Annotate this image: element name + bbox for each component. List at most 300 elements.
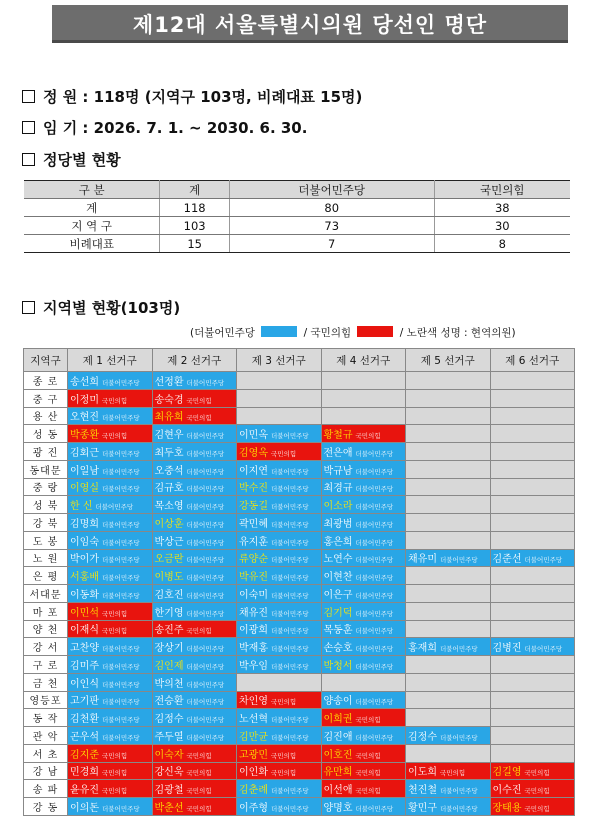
winner-party: 더불어민주당	[101, 449, 140, 458]
winner-cell	[68, 585, 153, 603]
winner-cell	[152, 709, 237, 727]
table-row	[24, 514, 575, 532]
winner-party: 더불어민주당	[270, 556, 309, 565]
checkbox-icon	[22, 301, 35, 314]
winner-cell	[237, 567, 322, 585]
winner-cell	[237, 585, 322, 603]
winner-name: 이지연	[239, 465, 268, 477]
winner-name: 박유진	[239, 572, 268, 584]
winner-cell	[68, 514, 153, 532]
table-row	[24, 460, 575, 478]
winner-name: 오중석	[154, 465, 184, 477]
district-name: 중 랑	[24, 478, 68, 496]
winner-cell	[68, 780, 153, 798]
district-name: 강 서	[24, 638, 68, 656]
winner-party: 더불어민주당	[270, 733, 309, 742]
winner-name: 김진애	[323, 731, 353, 743]
winner-name: 전승환	[154, 696, 184, 708]
winner-name: 박이가	[70, 554, 99, 566]
table-cell: 38	[434, 199, 570, 217]
winner-party: 국민의힘	[186, 627, 212, 636]
table-cell: 계	[24, 199, 160, 217]
winner-cell	[321, 709, 406, 727]
winner-cell	[68, 691, 153, 709]
district-name: 강 동	[24, 798, 68, 816]
winner-party: 더불어민주당	[355, 645, 394, 654]
winner-party: 더불어민주당	[355, 591, 394, 600]
winner-name: 김춘례	[239, 785, 268, 797]
winner-party: 더불어민주당	[355, 609, 394, 618]
empty-cell	[406, 514, 491, 532]
winner-party: 더불어민주당	[186, 645, 225, 654]
winner-name: 이동화	[70, 589, 99, 601]
district-name: 동대문	[24, 460, 68, 478]
empty-cell	[490, 478, 575, 496]
winner-cell	[152, 460, 237, 478]
winner-cell	[68, 709, 153, 727]
empty-cell	[237, 389, 322, 407]
empty-cell	[406, 620, 491, 638]
winner-cell	[406, 798, 491, 816]
winner-cell	[152, 407, 237, 425]
winner-party: 국민의힘	[101, 627, 128, 636]
page-title: 제12대 서울특별시의원 당선인 명단	[132, 13, 488, 37]
winner-party: 더불어민주당	[186, 662, 225, 671]
winner-cell	[321, 460, 406, 478]
winner-name: 최경규	[323, 483, 353, 495]
winner-name: 김병진	[492, 643, 522, 655]
legend-note: / 노란색 성명 : 현역의원)	[399, 327, 516, 339]
legend-ppp-swatch	[357, 326, 393, 337]
empty-cell	[406, 602, 491, 620]
winner-party: 국민의힘	[186, 751, 212, 760]
winner-cell	[152, 443, 237, 461]
winner-party: 더불어민주당	[270, 503, 309, 512]
winner-name: 이인화	[239, 767, 268, 779]
winner-cell	[237, 620, 322, 638]
winner-party: 국민의힘	[186, 787, 212, 796]
winner-name: 이소라	[323, 501, 353, 513]
winner-name: 최광범	[323, 518, 353, 530]
winner-party: 더불어민주당	[439, 645, 478, 654]
winner-name: 곤우석	[70, 731, 99, 743]
winner-name: 한 신	[70, 501, 93, 513]
winner-cell	[68, 638, 153, 656]
winner-cell	[321, 514, 406, 532]
party-table	[24, 180, 570, 253]
winner-cell	[152, 567, 237, 585]
winner-party: 더불어민주당	[186, 609, 225, 618]
winner-party: 더불어민주당	[439, 804, 478, 813]
winner-cell	[406, 780, 491, 798]
district-header-cell: 제 1 선거구	[68, 349, 153, 372]
winner-cell	[237, 549, 322, 567]
table-row	[24, 443, 575, 461]
winner-party: 국민의힘	[270, 751, 297, 760]
winner-cell	[237, 656, 322, 674]
winner-cell	[321, 531, 406, 549]
winner-name: 유지훈	[239, 536, 268, 548]
winner-party: 더불어민주당	[270, 716, 309, 725]
winner-name: 김천환	[70, 714, 99, 726]
winner-name: 이정미	[70, 394, 99, 406]
winner-cell	[490, 798, 575, 816]
winner-party: 더불어민주당	[270, 485, 309, 494]
district-name: 강 북	[24, 514, 68, 532]
table-row	[24, 425, 575, 443]
winner-name: 송선희	[70, 376, 99, 388]
winner-party: 더불어민주당	[186, 698, 225, 707]
winner-party: 국민의힘	[101, 751, 128, 760]
winner-party: 더불어민주당	[270, 627, 309, 636]
table-cell: 8	[434, 235, 570, 253]
winner-party: 더불어민주당	[439, 733, 478, 742]
winner-party: 더불어민주당	[101, 680, 140, 689]
winner-party: 더불어민주당	[355, 503, 394, 512]
winner-cell	[321, 727, 406, 745]
table-cell: 80	[229, 199, 434, 217]
district-name: 영등포	[24, 691, 68, 709]
winner-name: 오현진	[70, 412, 99, 424]
term-line	[22, 117, 307, 138]
winner-party: 국민의힘	[101, 432, 128, 441]
winner-name: 채유진	[239, 607, 268, 619]
winner-party: 더불어민주당	[101, 378, 140, 387]
district-header-cell: 제 4 선거구	[321, 349, 406, 372]
winner-party: 더불어민주당	[270, 662, 309, 671]
checkbox-icon	[22, 153, 35, 166]
winner-party: 더불어민주당	[270, 787, 309, 796]
table-cell: 비례대표	[24, 235, 160, 253]
empty-cell	[490, 673, 575, 691]
empty-cell	[490, 727, 575, 745]
district-header-cell: 제 5 선거구	[406, 349, 491, 372]
winner-party: 국민의힘	[524, 804, 550, 813]
winner-cell	[321, 567, 406, 585]
winner-cell	[237, 798, 322, 816]
empty-cell	[490, 567, 575, 585]
winner-cell	[490, 549, 575, 567]
winner-cell	[321, 744, 406, 762]
winner-cell	[152, 691, 237, 709]
empty-cell	[406, 478, 491, 496]
winner-name: 장상기	[154, 643, 184, 655]
winner-name: 김기덕	[323, 607, 353, 619]
empty-cell	[490, 443, 575, 461]
winner-cell	[152, 478, 237, 496]
district-name: 도 봉	[24, 531, 68, 549]
empty-cell	[406, 673, 491, 691]
quota-label: 정 원 :	[43, 88, 89, 106]
winner-cell	[237, 443, 322, 461]
winner-party: 국민의힘	[101, 396, 128, 405]
empty-cell	[406, 425, 491, 443]
winner-cell	[152, 798, 237, 816]
empty-cell	[406, 709, 491, 727]
district-name: 양 천	[24, 620, 68, 638]
winner-name: 이광희	[239, 625, 268, 637]
winner-name: 양송이	[323, 696, 353, 708]
winner-name: 박의천	[154, 678, 184, 690]
winner-name: 전은애	[323, 447, 353, 459]
winner-party: 더불어민주당	[186, 733, 225, 742]
winner-cell	[68, 389, 153, 407]
table-row	[24, 549, 575, 567]
party-section-heading	[22, 149, 121, 170]
winner-name: 박청서	[323, 660, 353, 672]
winner-name: 이주형	[239, 802, 268, 814]
winner-party: 국민의힘	[186, 769, 212, 778]
district-name: 금 천	[24, 673, 68, 691]
winner-name: 김지준	[70, 749, 99, 761]
winner-name: 송숙경	[154, 394, 184, 406]
winner-name: 이수진	[492, 785, 522, 797]
winner-party: 더불어민주당	[186, 520, 225, 529]
district-header-cell: 지역구	[24, 349, 68, 372]
winner-cell	[152, 585, 237, 603]
winner-cell	[68, 478, 153, 496]
winner-name: 오금란	[154, 554, 184, 566]
winner-party: 더불어민주당	[186, 556, 225, 565]
empty-cell	[237, 407, 322, 425]
table-row	[24, 235, 570, 253]
winner-cell	[68, 567, 153, 585]
winner-cell	[490, 780, 575, 798]
winner-name: 황철규	[323, 430, 353, 442]
winner-party: 더불어민주당	[186, 378, 225, 387]
winner-cell	[68, 443, 153, 461]
winner-name: 박수진	[239, 483, 268, 495]
table-row	[24, 691, 575, 709]
winner-cell	[237, 744, 322, 762]
empty-cell	[406, 585, 491, 603]
winner-cell	[237, 762, 322, 780]
winner-party: 더불어민주당	[355, 627, 394, 636]
winner-name: 박춘선	[154, 802, 184, 814]
winner-cell	[68, 531, 153, 549]
winner-party: 더불어민주당	[101, 662, 140, 671]
winner-name: 차인영	[239, 696, 268, 708]
winner-name: 이민석	[70, 607, 99, 619]
winner-cell	[237, 780, 322, 798]
winner-name: 김인제	[154, 660, 184, 672]
winner-cell	[152, 372, 237, 390]
winner-party: 더불어민주당	[270, 645, 309, 654]
header-cell: 더불어민주당	[229, 181, 434, 199]
winner-party: 더불어민주당	[186, 680, 225, 689]
legend-ppp-label: / 국민의힘	[303, 327, 352, 339]
header-cell: 국민의힘	[434, 181, 570, 199]
winner-name: 박종환	[70, 430, 99, 442]
quota-value: 118명 (지역구 103명, 비례대표 15명)	[93, 88, 363, 106]
winner-cell	[321, 425, 406, 443]
winner-cell	[406, 727, 491, 745]
winner-name: 이현찬	[323, 572, 353, 584]
winner-name: 김광철	[154, 785, 184, 797]
empty-cell	[490, 531, 575, 549]
winner-name: 노연수	[323, 554, 353, 566]
winner-name: 이인식	[70, 678, 99, 690]
winner-cell	[237, 496, 322, 514]
winner-party: 더불어민주당	[186, 574, 225, 583]
winner-party: 국민의힘	[270, 698, 297, 707]
winner-cell	[237, 478, 322, 496]
winner-party: 더불어민주당	[186, 449, 225, 458]
winner-cell	[152, 780, 237, 798]
winner-party: 더불어민주당	[186, 503, 225, 512]
winner-name: 천진철	[408, 785, 437, 797]
winner-name: 송진주	[154, 625, 184, 637]
district-name: 구 로	[24, 656, 68, 674]
winner-cell	[321, 478, 406, 496]
winner-cell	[321, 762, 406, 780]
winner-cell	[237, 531, 322, 549]
winner-party: 더불어민주당	[101, 591, 140, 600]
winner-name: 김길영	[492, 767, 522, 779]
winner-party: 더불어민주당	[355, 662, 394, 671]
empty-cell	[406, 496, 491, 514]
winner-party: 더불어민주당	[439, 556, 478, 565]
term-label: 임 기 :	[43, 119, 89, 137]
winner-name: 민경희	[70, 767, 99, 779]
winner-party: 국민의힘	[101, 769, 128, 778]
district-name: 관 악	[24, 727, 68, 745]
table-row	[24, 656, 575, 674]
winner-party: 더불어민주당	[270, 574, 309, 583]
winner-party: 국민의힘	[186, 414, 212, 423]
winner-name: 유만희	[323, 767, 353, 779]
district-name: 중 구	[24, 389, 68, 407]
winner-name: 한기영	[154, 607, 184, 619]
winner-name: 홍은희	[323, 536, 353, 548]
winner-cell	[152, 727, 237, 745]
winner-party: 국민의힘	[355, 769, 381, 778]
winner-party: 더불어민주당	[186, 716, 225, 725]
table-row	[24, 389, 575, 407]
table-row	[24, 780, 575, 798]
winner-name: 이희권	[323, 714, 353, 726]
empty-cell	[321, 407, 406, 425]
winner-cell	[152, 549, 237, 567]
winner-name: 주두열	[154, 731, 184, 743]
winner-cell	[237, 727, 322, 745]
winner-cell	[68, 673, 153, 691]
district-section-label: 지역별 현황(103명)	[43, 299, 181, 317]
winner-party: 더불어민주당	[101, 485, 140, 494]
winner-party: 더불어민주당	[439, 787, 478, 796]
winner-name: 홍재희	[408, 643, 437, 655]
district-header-cell: 제 2 선거구	[152, 349, 237, 372]
winner-cell	[490, 762, 575, 780]
empty-cell	[406, 407, 491, 425]
winner-party: 더불어민주당	[355, 467, 394, 476]
empty-cell	[490, 602, 575, 620]
winner-party: 더불어민주당	[355, 520, 394, 529]
winner-name: 이일남	[70, 465, 99, 477]
empty-cell	[490, 656, 575, 674]
party-table-header	[24, 181, 570, 199]
winner-name: 최유희	[154, 412, 184, 424]
winner-name: 김정수	[408, 731, 437, 743]
district-name: 동 작	[24, 709, 68, 727]
district-section-heading	[22, 297, 180, 318]
table-cell: 118	[160, 199, 229, 217]
winner-name: 김회근	[70, 447, 99, 459]
winner-party: 국민의힘	[524, 769, 550, 778]
district-header-cell: 제 3 선거구	[237, 349, 322, 372]
empty-cell	[490, 460, 575, 478]
winner-cell	[237, 425, 322, 443]
winner-name: 최두호	[154, 447, 184, 459]
empty-cell	[321, 372, 406, 390]
winner-name: 이숙자	[154, 749, 184, 761]
winner-name: 채유미	[408, 554, 437, 566]
winner-name: 이의돈	[70, 802, 99, 814]
winner-party: 더불어민주당	[270, 520, 309, 529]
winner-cell	[237, 460, 322, 478]
district-header-cell: 제 6 선거구	[490, 349, 575, 372]
winner-party: 더불어민주당	[270, 432, 309, 441]
header-cell: 계	[160, 181, 229, 199]
table-row	[24, 709, 575, 727]
winner-name: 김규호	[154, 483, 184, 495]
empty-cell	[490, 407, 575, 425]
table-row	[24, 620, 575, 638]
winner-party: 국민의힘	[439, 769, 466, 778]
winner-name: 이상훈	[154, 518, 184, 530]
quota-line	[22, 86, 362, 107]
winner-name: 고기판	[70, 696, 99, 708]
empty-cell	[490, 389, 575, 407]
winner-cell	[237, 691, 322, 709]
empty-cell	[406, 372, 491, 390]
winner-cell	[68, 372, 153, 390]
winner-party: 더불어민주당	[101, 467, 140, 476]
district-name: 성 북	[24, 496, 68, 514]
winner-cell	[237, 709, 322, 727]
winner-party: 국민의힘	[101, 609, 128, 618]
winner-name: 강신욱	[154, 767, 184, 779]
winner-cell	[321, 549, 406, 567]
empty-cell	[490, 514, 575, 532]
winner-cell	[152, 514, 237, 532]
table-row	[24, 762, 575, 780]
table-row	[24, 407, 575, 425]
empty-cell	[490, 709, 575, 727]
table-row	[24, 217, 570, 235]
winner-cell	[321, 496, 406, 514]
winner-party: 더불어민주당	[101, 645, 140, 654]
table-row	[24, 602, 575, 620]
winner-name: 이호진	[323, 749, 353, 761]
checkbox-icon	[22, 121, 35, 134]
table-row	[24, 567, 575, 585]
winner-cell	[68, 798, 153, 816]
winner-name: 김명희	[70, 518, 99, 530]
winner-name: 박규남	[323, 465, 353, 477]
district-name: 강 남	[24, 762, 68, 780]
winner-party: 더불어민주당	[355, 574, 394, 583]
winner-party: 더불어민주당	[355, 698, 394, 707]
winner-party: 더불어민주당	[186, 467, 225, 476]
winner-party: 국민의힘	[355, 716, 381, 725]
table-row	[24, 531, 575, 549]
winner-name: 이선애	[323, 785, 353, 797]
winner-cell	[321, 691, 406, 709]
winner-cell	[237, 602, 322, 620]
winner-name: 목소영	[154, 501, 184, 513]
district-table-header	[24, 349, 575, 372]
